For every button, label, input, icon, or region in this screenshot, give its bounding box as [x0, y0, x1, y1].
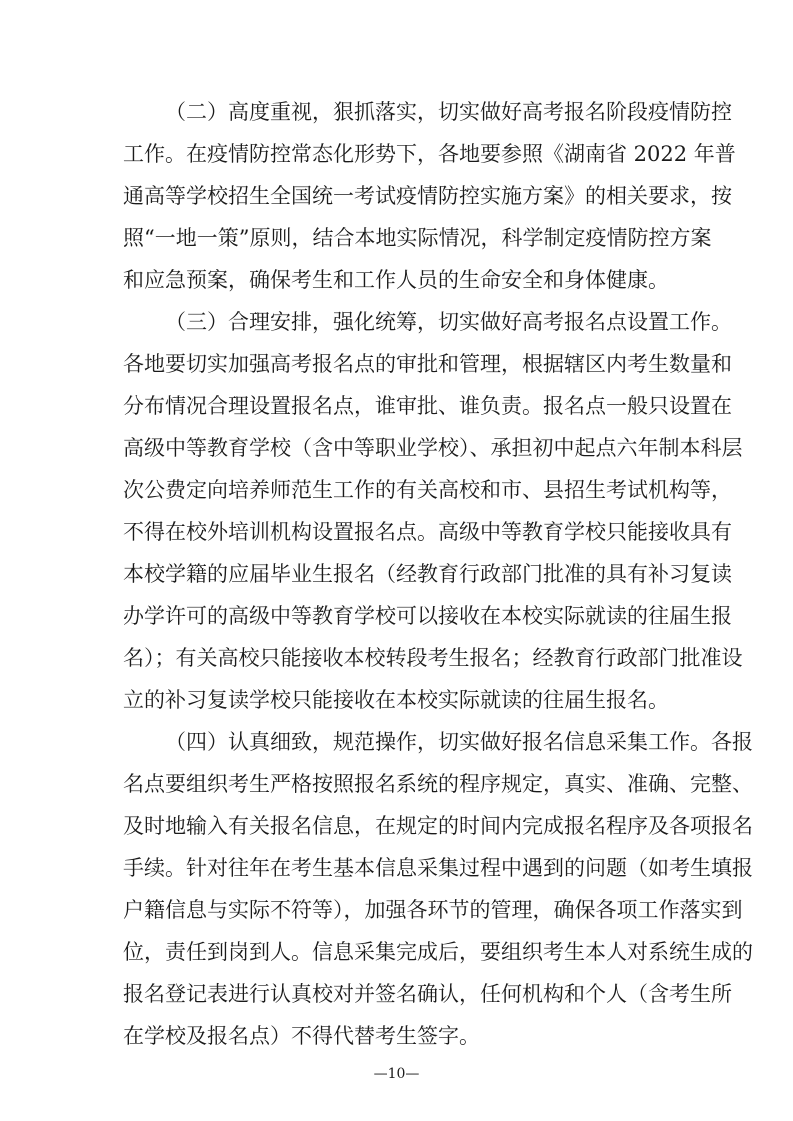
text-line: 户籍信息与实际不符等），加强各环节的管理，确保各项工作落实到	[123, 898, 743, 922]
text-line: 立的补习复读学校只能接收在本校实际就读的往届生报名。	[123, 688, 669, 712]
text-line: 通高等学校招生全国统一考试疫情防控实施方案》的相关要求，按	[123, 184, 732, 208]
text-line: 报名登记表进行认真校对并签名确认，任何机构和个人（含考生所	[123, 982, 732, 1006]
text-line: 本校学籍的应届毕业生报名（经教育行政部门批准的具有补习复读	[123, 562, 732, 586]
text-line: 名）；有关高校只能接收本校转段考生报名；经教育行政部门批准设	[123, 646, 743, 670]
text-line: 各地要切实加强高考报名点的审批和管理，根据辖区内考生数量和	[123, 352, 732, 376]
text-line: 及时地输入有关报名信息，在规定的时间内完成报名程序及各项报名	[123, 814, 753, 838]
text-line: 名点要组织考生严格按照报名系统的程序规定，真实、准确、完整、	[123, 772, 753, 796]
text-line: 次公费定向培养师范生工作的有关高校和市、县招生考试机构等，	[123, 478, 732, 502]
text-line: 高级中等教育学校（含中等职业学校）、承担初中起点六年制本科层	[123, 436, 743, 460]
text-line: 和应急预案，确保考生和工作人员的生命安全和身体健康。	[123, 268, 669, 292]
text-line: 分布情况合理设置报名点，谁审批、谁负责。报名点一般只设置在	[123, 394, 732, 418]
text-line: 不得在校外培训机构设置报名点。高级中等教育学校只能接收具有	[123, 520, 732, 544]
text-line: 位，责任到岗到人。信息采集完成后，要组织考生本人对系统生成的	[123, 940, 753, 964]
text-line: 办学许可的高级中等教育学校可以接收在本校实际就读的往届生报	[123, 604, 732, 628]
text-line: （三）合理安排，强化统筹，切实做好高考报名点设置工作。	[165, 310, 732, 334]
text-line: 手续。针对往年在考生基本信息采集过程中遇到的问题（如考生填报	[123, 856, 753, 880]
text-line: 工作。在疫情防控常态化形势下，各地要参照《湖南省 2022 年普	[123, 142, 736, 166]
text-line: 在学校及报名点）不得代替考生签字。	[123, 1024, 480, 1048]
text-line: （四）认真细致，规范操作，切实做好报名信息采集工作。各报	[165, 730, 753, 754]
text-line: 照“一地一策”原则，结合本地实际情况，科学制定疫情防控方案	[123, 226, 712, 250]
text-line: （二）高度重视，狠抓落实，切实做好高考报名阶段疫情防控	[165, 100, 732, 124]
page-number: —10—	[373, 1066, 420, 1082]
